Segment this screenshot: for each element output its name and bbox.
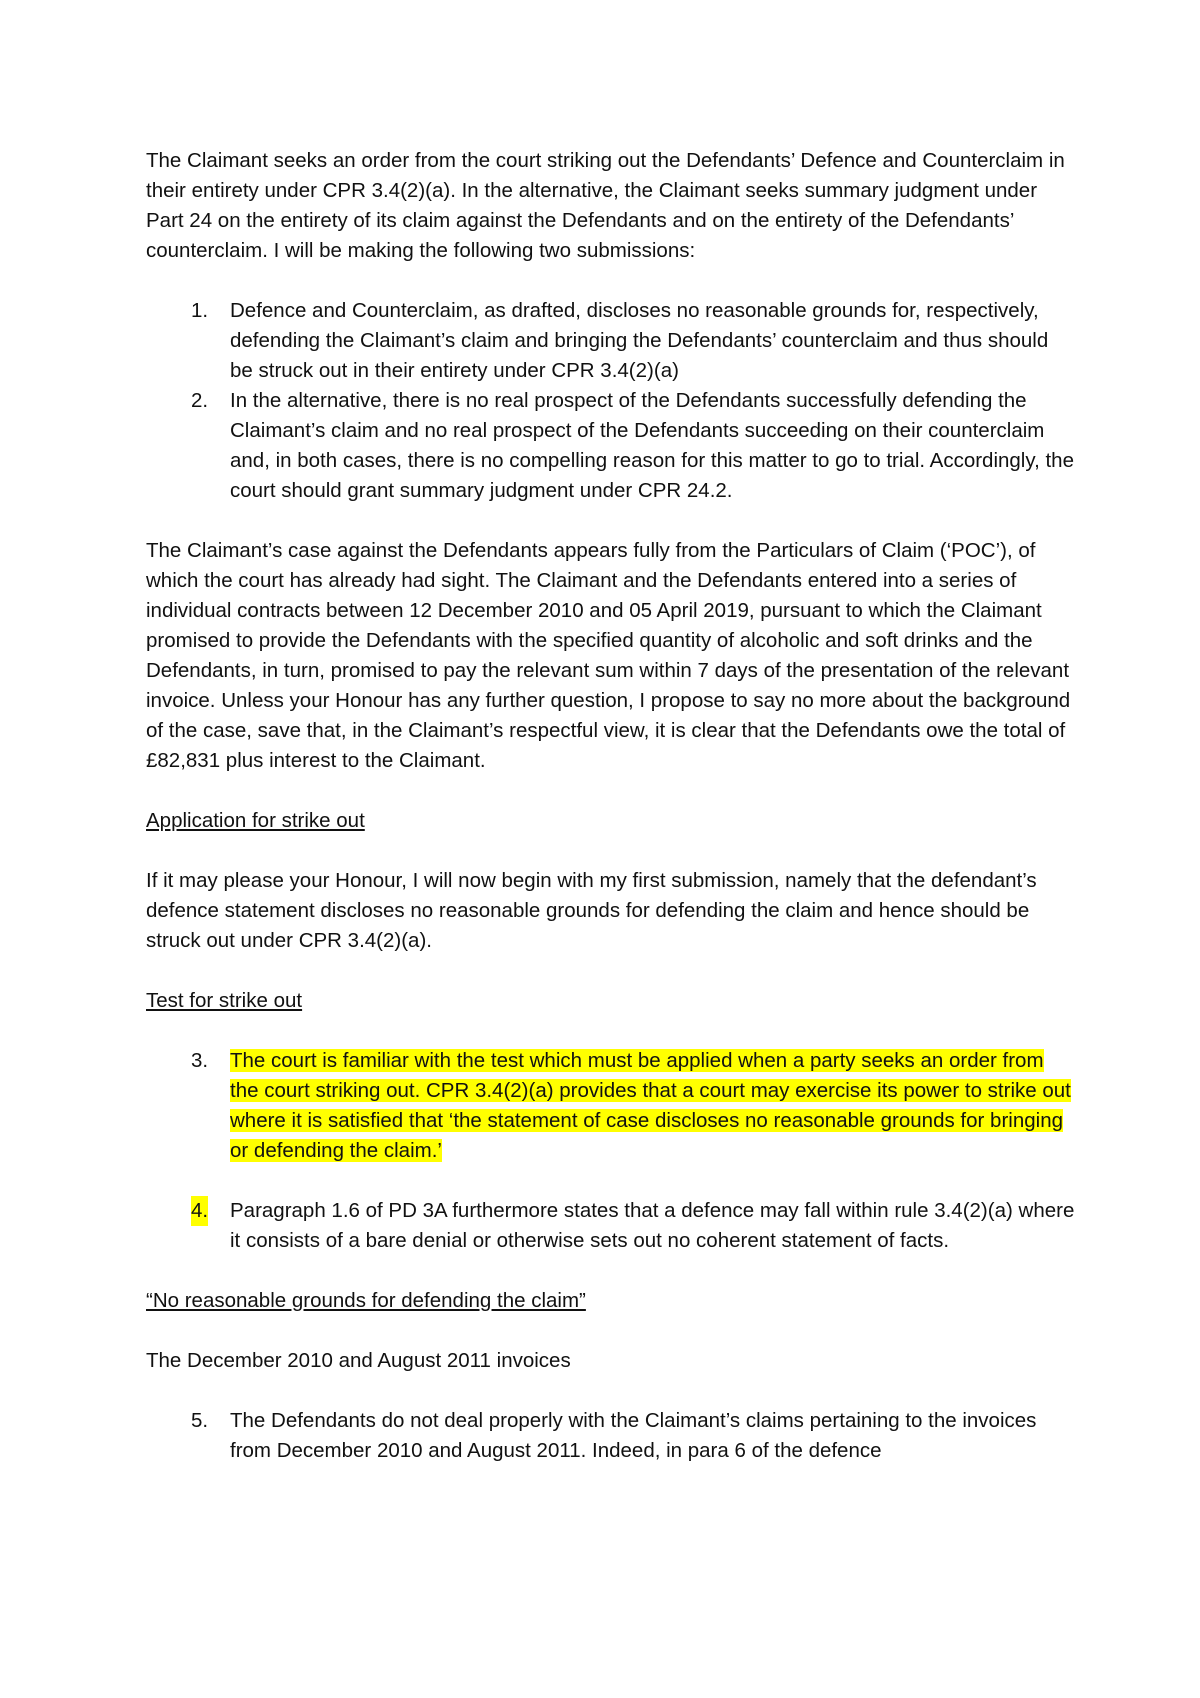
list-item [146, 1046, 1076, 1166]
background-paragraph: The Claimant’s case against the Defendants appears fully from the Particulars of Claim (‘POC’), of which the court has already had sight. The Claimant and the Defendants entered into a series of individual contracts between 12 December 2010 and 05 April 2019, pursuant to which the Claimant promised to provide the Defendants with the specified quantity of alcoholic and soft drinks and the Defendants, in turn, promised to pay the relevant sum within 7 days of the presentation of the relevant invoice. Unless your Honour has any further question, I propose to say no more about the background of the case, save that, in the Claimant’s respectful view, it is clear that the Defendants owe the total of £82,831 plus interest to the Claimant. [146, 539, 1071, 772]
first-submission-paragraph: If it may please your Honour, I will now begin with my first submission, namely that the defendant’s defence statement discloses no reasonable grounds for defending the claim and hence should be struck out under CPR 3.4(2)(a). [146, 869, 1037, 952]
submissions-list [146, 296, 1076, 506]
list-item-text: Paragraph 1.6 of PD 3A furthermore states that a defence may fall within rule 3.4(2)(a) where it consists of a bare denial or otherwise sets out no coherent statement of facts. [230, 1199, 1075, 1252]
list-number: 2. [191, 389, 209, 412]
list-number: 3. [191, 1049, 209, 1072]
list-item [146, 1196, 1076, 1256]
list-item-text: Defence and Counterclaim, as drafted, discloses no reasonable grounds for, respectively, defending the Claimant’s claim and bringing the Defendants’ counterclaim and thus should be struck out in their entirety under CPR 3.4(2)(a) [230, 299, 1049, 382]
list-item [146, 296, 1076, 386]
list-number: 5. [191, 1409, 209, 1432]
test-list [146, 1046, 1076, 1256]
highlighted-text: The court is familiar with the test which must be applied when a party seeks an order from the court striking out. CPR 3.4(2)(a) provides that a court may exercise its power to strike out where it is satisfied that ‘the statement of case discloses no reasonable grounds for bringing or defending the claim.’ [230, 1049, 1071, 1162]
list-item-text: In the alternative, there is no real prospect of the Defendants successfully defending the Claimant’s claim and no real prospect of the Defendants succeeding on their counterclaim and, in both cases, there is no compelling reason for this matter to go to trial. Accordingly, the court should grant summary judgment under CPR 24.2. [230, 389, 1074, 502]
document-page [146, 146, 1076, 1496]
list-number: 1. [191, 299, 209, 322]
section-heading-no-grounds: “No reasonable grounds for defending the claim” [146, 1289, 586, 1312]
intro-paragraph: The Claimant seeks an order from the court striking out the Defendants’ Defence and Counterclaim in their entirety under CPR 3.4(2)(a). In the alternative, the Claimant seeks summary judgment under Part 24 on the entirety of its claim against the Defendants and on the entirety of the Defendants’ counterclaim. I will be making the following two submissions: [146, 149, 1065, 262]
list-number-highlighted: 4. [191, 1196, 208, 1226]
subheading-invoices: The December 2010 and August 2011 invoices [146, 1349, 571, 1372]
section-heading-test: Test for strike out [146, 989, 303, 1012]
list-item [146, 1406, 1076, 1466]
invoice-list [146, 1406, 1076, 1466]
section-heading-strike-out: Application for strike out [146, 809, 365, 832]
list-item [146, 386, 1076, 506]
list-item-text: The Defendants do not deal properly with the Claimant’s claims pertaining to the invoices from December 2010 and August 2011. Indeed, in para 6 of the defence [230, 1409, 1037, 1462]
